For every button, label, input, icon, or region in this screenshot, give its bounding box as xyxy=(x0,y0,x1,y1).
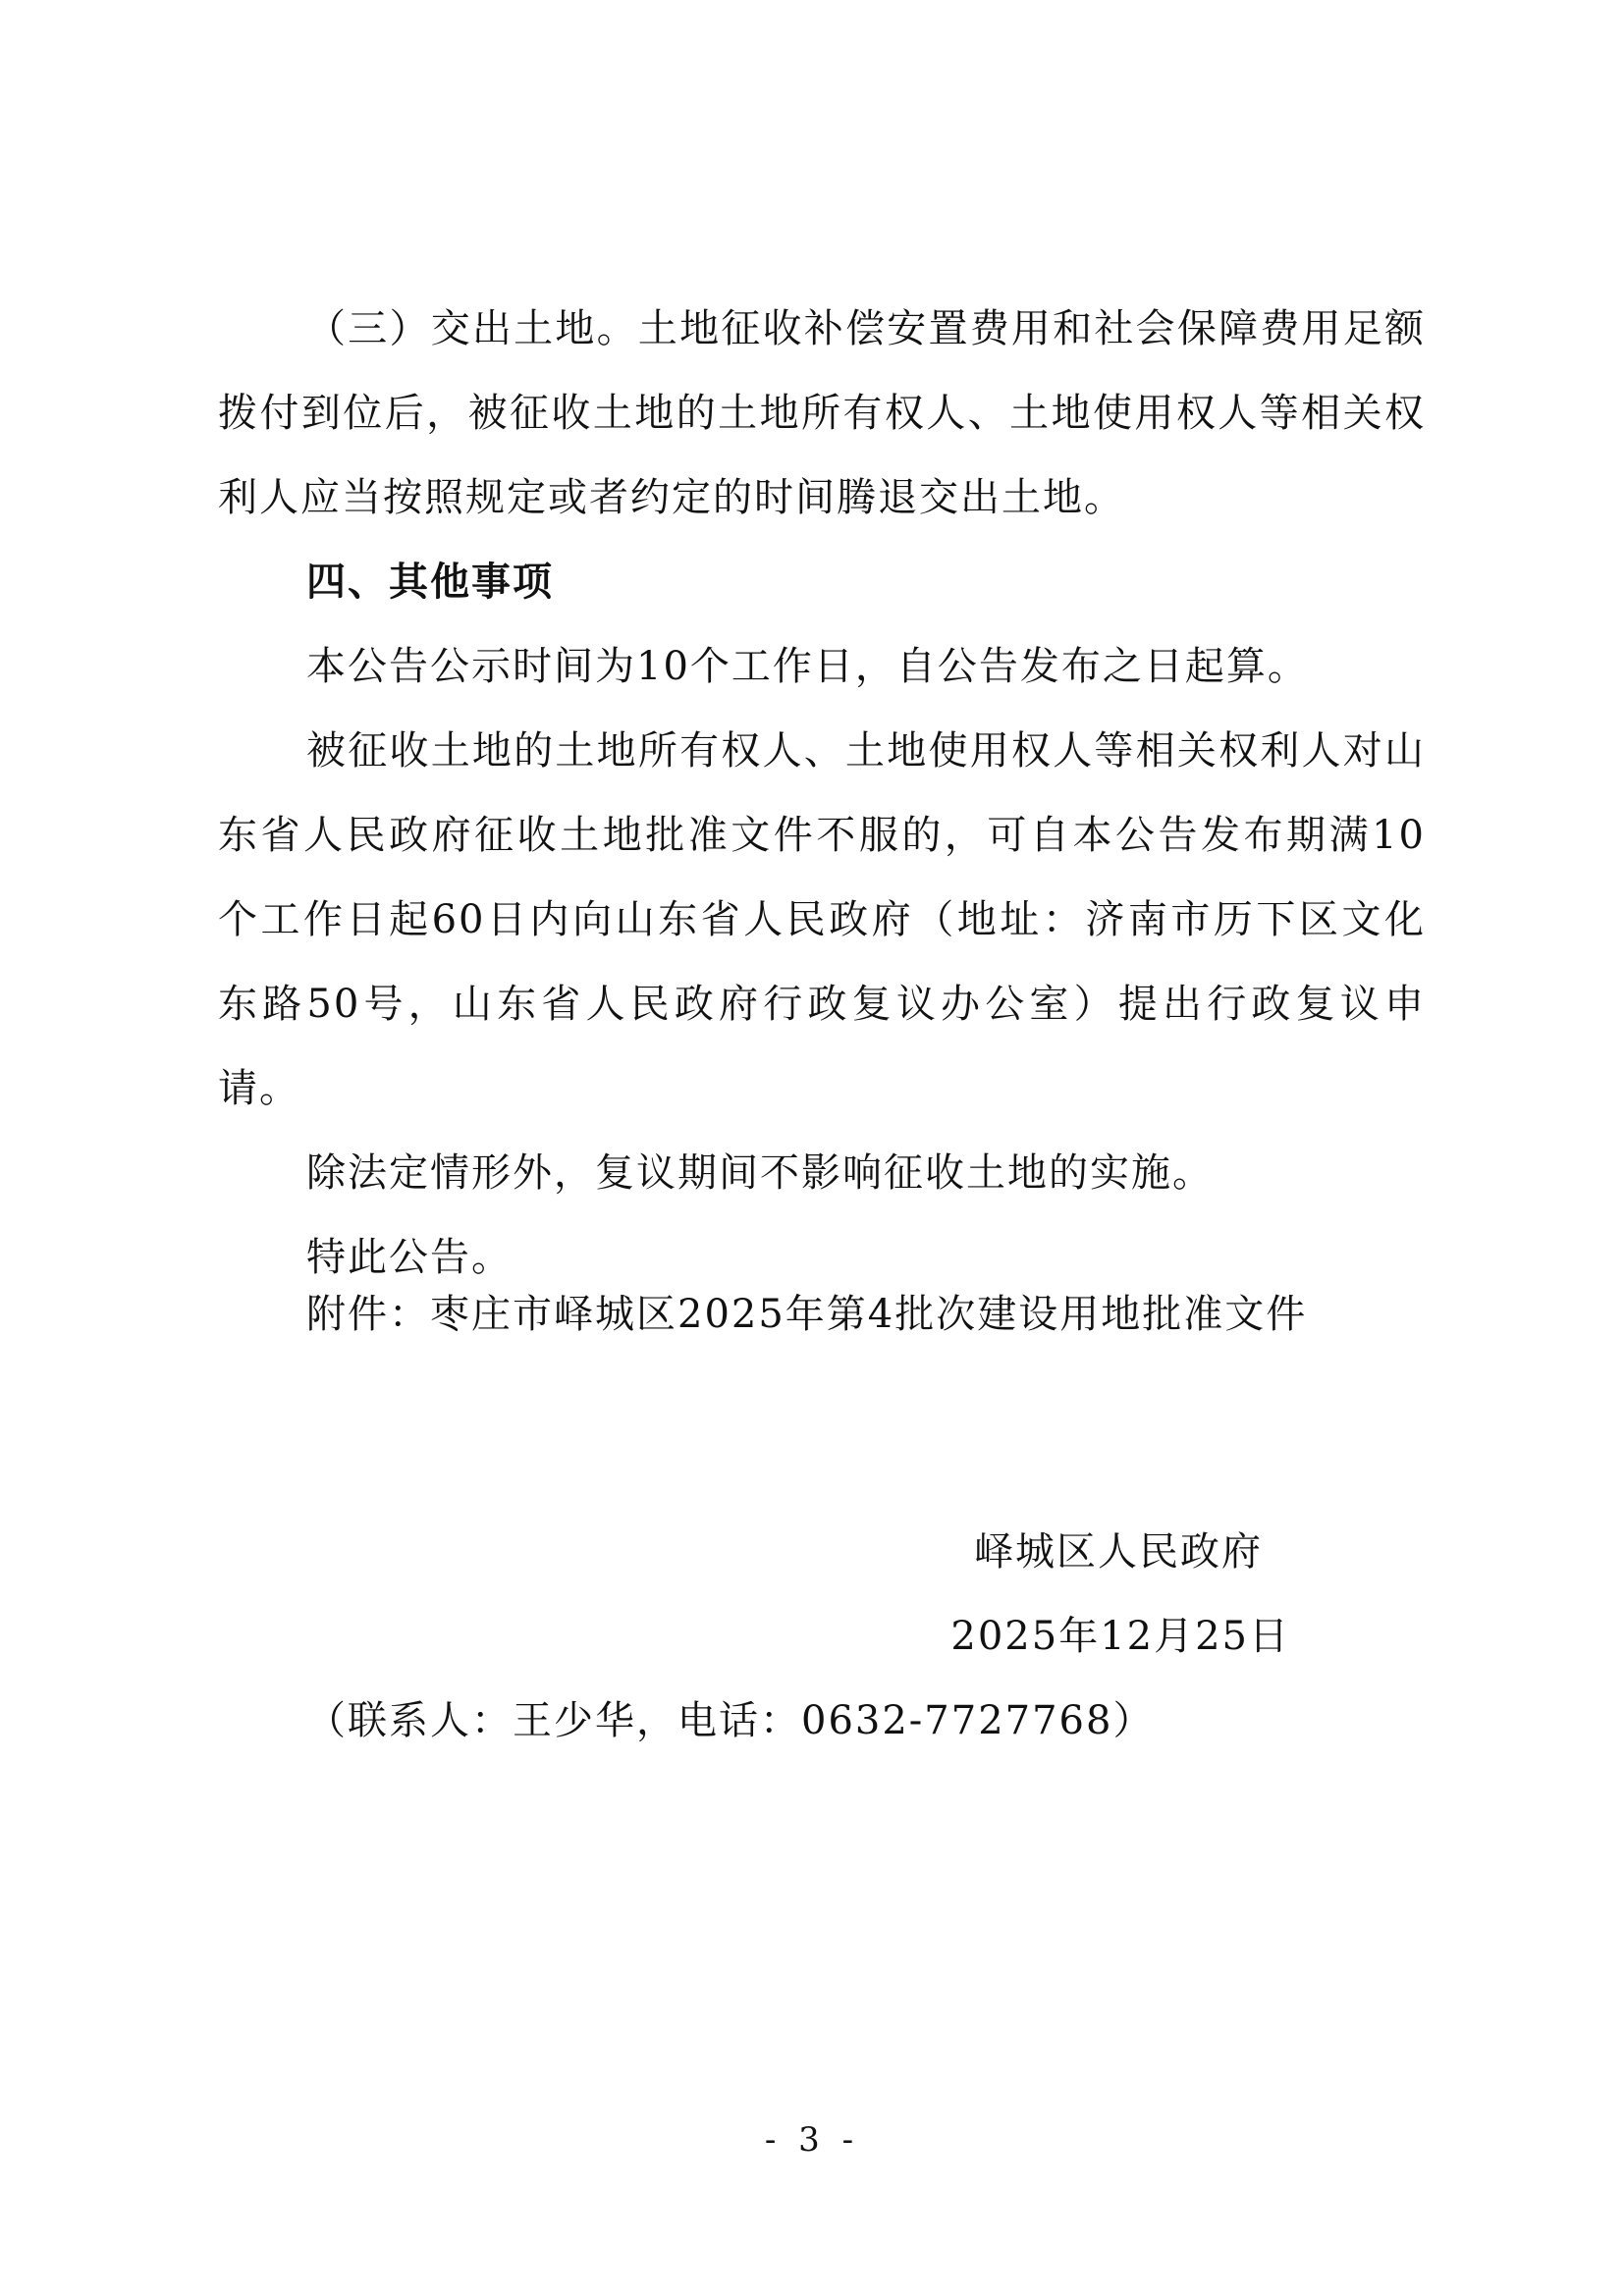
page-number: - 3 - xyxy=(764,2120,860,2160)
attachment-line: 附件：枣庄市峄城区2025年第4批次建设用地批准文件 xyxy=(306,1292,1308,1337)
section-four-heading: 四、其他事项 xyxy=(306,560,554,605)
exception-paragraph: 除法定情形外，复议期间不影响征收土地的实施。 xyxy=(306,1150,1214,1196)
body-text xyxy=(218,287,1426,1300)
publicity-period-paragraph: 本公告公示时间为10个工作日，自公告发布之日起算。 xyxy=(306,644,1309,689)
signing-date: 2025年12月25日 xyxy=(950,1614,1290,1659)
reconsideration-paragraph: 被征收土地的土地所有权人、土地使用权人等相关权利人对山东省人民政府征收土地批准文件不服的，可自本公告发布期满10个工作日起60日内向山东省人民政府（地址：济南市历下区文化东路50号，山东省人民政府行政复议办公室）提出行政复议申请。 xyxy=(218,728,1426,1111)
section-three-paragraph: （三）交出土地。土地征收补偿安置费用和社会保障费用足额拨付到位后，被征收土地的土地所有权人、土地使用权人等相关权利人应当按照规定或者约定的时间腾退交出土地。 xyxy=(218,306,1426,520)
contact-info: （联系人：王少华，电话：0632-7727768） xyxy=(306,1698,1155,1743)
closing-paragraph: 特此公告。 xyxy=(306,1235,513,1280)
signer-name: 峄城区人民政府 xyxy=(974,1529,1263,1575)
